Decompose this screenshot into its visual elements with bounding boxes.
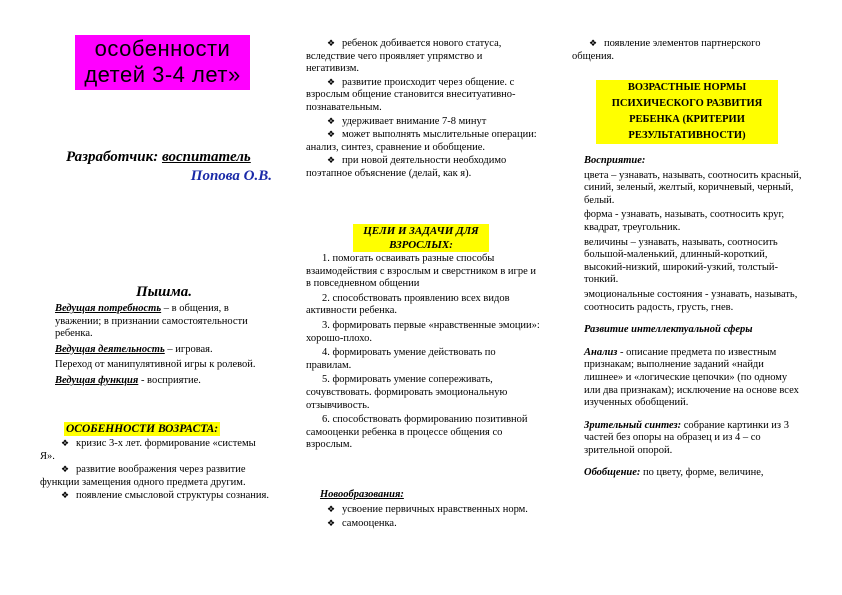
partner-bullet [572,37,800,63]
emotion-norm: эмоциональные состояния - узнавать, называть, соотносить радость, грусть, гнев. [584,288,798,313]
goals-list [306,253,540,454]
list-item: ❖ при новой деятельности необходимо поэтапное объяснение (делай, как я). [306,155,507,179]
title-line-1: особенности [94,36,231,61]
diamond-bullet-icon: ❖ [326,129,336,140]
diamond-bullet-icon: ❖ [326,38,336,48]
shape-norm: форма - узнавать, называть, соотносить круг, квадрат, треугольник. [584,209,785,233]
synthesis-norm [562,420,802,458]
diamond-bullet-icon: ❖ [326,76,336,87]
size-norm: величины – узнавать, называть, соотносить большой-маленький, длинный-короткий, высокий-низкий, широкий-узкий, толстый-тонкий. [584,236,778,286]
transition-text: Переход от манипулятивной игры к ролевой. [55,359,256,371]
title-line-2: детей 3-4 лет» [84,62,241,87]
developer-label: Разработчик: [66,149,159,165]
diamond-bullet-icon: ❖ [588,38,598,48]
synthesis-text: собрание картинки из 3 частей без опоры на образец и из 4 – со зрительной опорой. [584,419,789,456]
analysis-text: - описание предмета по известным признакам; выполнение заданий «найди лишнее» и «логические цепочки» (по одному или два признакам); исключение на основе всех изученных обобщений. [584,346,799,409]
generalization-text: по цвету, форме, величине, [640,467,764,479]
synthesis-label: Зрительный синтез: [584,419,682,431]
developer-name: Попова О.В. [190,168,272,184]
newforms-list [306,503,538,530]
newforms-title: Новообразования: [320,489,404,500]
perception-label: Восприятие: [584,155,646,166]
list-item: 5. формировать умение сопереживать, сочувствовать. формировать эмоциональную отзывчивость. [306,374,508,411]
leading-activity [55,344,275,357]
development-bullets [306,37,538,181]
brochure-title [75,35,250,90]
features-list [40,437,272,503]
color-norm: цвета – узнавать, называть, соотносить красный, синий, зеленый, желтый, коричневый, черный, белый. [584,169,802,206]
list-item: ❖ появление смысловой структуры сознания. [40,489,272,503]
leading-activity-text: – игровая. [164,343,213,355]
analysis-label: Анализ [584,346,618,358]
diamond-bullet-icon: ❖ [60,464,70,475]
leading-need-label: Ведущая потребность [55,303,162,314]
leading-function [55,375,275,388]
list-item: ❖ развитие происходит через общение. с взрослым общение становится внеситуативно-познавательным. [306,76,516,113]
leading-activity-label: Ведущая деятельность [55,343,165,355]
analysis-norm [562,347,802,410]
city-title: Пышма. [135,284,193,300]
diamond-bullet-icon: ❖ [326,504,336,514]
list-item: ❖ появление элементов партнерского общения. [572,38,761,62]
leading-need-text: – в общения, в уважении; в признании самостоятельности ребенка. [55,303,248,340]
list-item: ❖ самооценка. [306,517,538,531]
norms-body [562,155,802,482]
list-item: ❖ может выполнять мыслительные операции: анализ, синтез, сравнение и обобщение. [306,129,537,153]
intellect-label: Развитие интеллектуальной сферы [584,324,753,336]
developer-role: воспитатель [161,149,251,165]
diamond-bullet-icon: ❖ [326,155,336,166]
features-title: ОСОБЕННОСТИ ВОЗРАСТА: [66,423,219,435]
goals-title: ЦЕЛИ И ЗАДАЧИ ДЛЯ ВЗРОСЛЫХ: [353,224,489,252]
diamond-bullet-icon: ❖ [326,115,336,126]
list-item: ❖ удерживает внимание 7-8 минут [306,115,538,129]
developer-block [66,148,272,186]
list-item: ❖ кризис 3-х лет. формирование «системы Я». [40,438,256,462]
diamond-bullet-icon: ❖ [326,517,336,528]
leading-function-label: Ведущая функция [55,374,139,386]
list-item: 6. способствовать формированию позитивной самооценки ребенка в процессе общения со взрослым. [306,414,528,451]
list-item: ❖ развитие воображения через развитие функции замещения одного предмета другим. [40,464,246,488]
norms-title: ВОЗРАСТНЫЕ НОРМЫ ПСИХИЧЕСКОГО РАЗВИТИЯ РЕБЕНКА (КРИТЕРИИ РЕЗУЛЬТАТИВНОСТИ) [596,80,778,144]
generalization-label: Обобщение: [584,467,641,479]
list-item: 1. помогать осваивать разные способы взаимодействия с взрослым и сверстником в игре и в повседневном общении [306,253,537,290]
list-item: 2. способствовать проявлению всех видов активности ребенка. [306,292,510,317]
list-item: ❖ усвоение первичных нравственных норм. [306,503,538,517]
diamond-bullet-icon: ❖ [60,438,70,448]
list-item: ❖ ребенок добивается нового статуса, вследствие чего проявляет упрямство и негативизм. [306,38,502,75]
leading-section [55,303,275,391]
diamond-bullet-icon: ❖ [60,490,70,501]
list-item: 4. формировать умение действовать по правилам. [306,347,496,371]
generalization-norm [562,467,802,480]
leading-need [55,303,275,341]
leading-function-text: - восприятие. [138,374,201,386]
list-item: 3. формировать первые «нравственные эмоции»: хорошо-плохо. [306,319,540,344]
